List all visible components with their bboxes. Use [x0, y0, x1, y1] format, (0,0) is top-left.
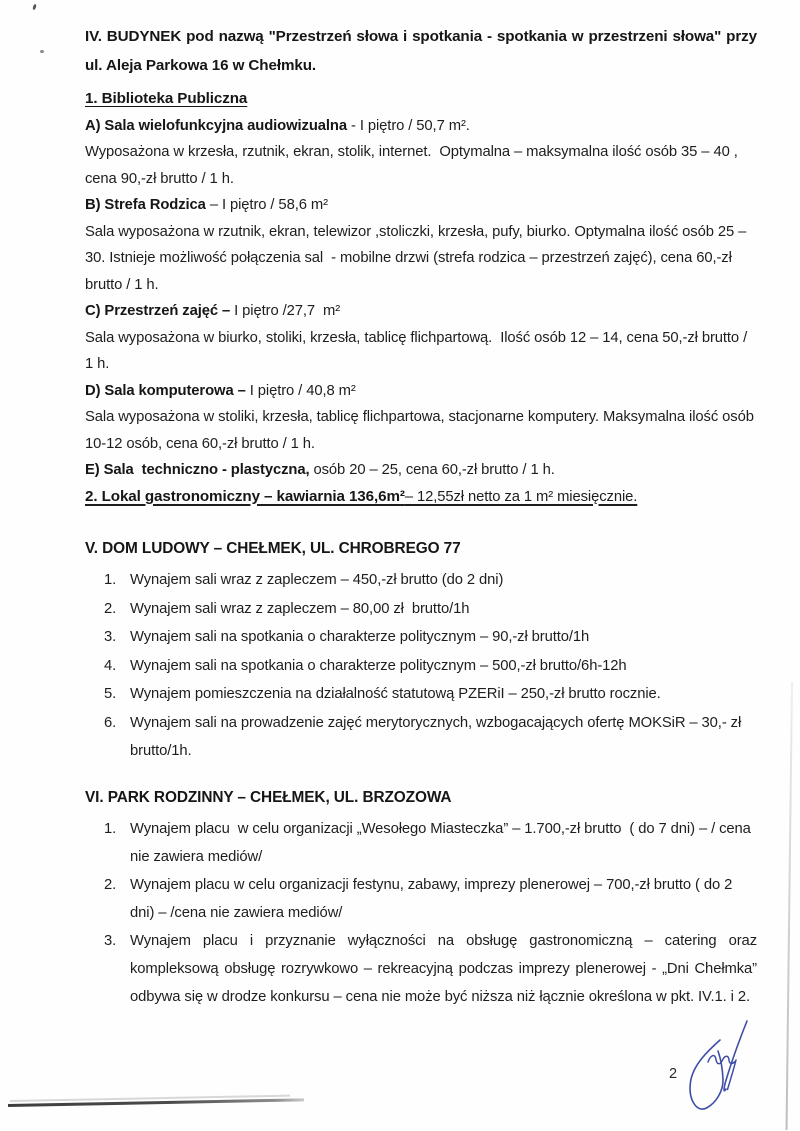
scan-edge-shadow-right	[786, 682, 793, 1130]
section-iv-heading: IV. BUDYNEK pod nazwą "Przestrzeń słowa i spotkania - spotkania w przestrzeni słowa" przy ul. Aleja Parkowa 16 w Chełmku.	[85, 28, 757, 74]
list-item-number: 4.	[104, 657, 117, 674]
list-item	[85, 815, 757, 871]
room-b-description: Sala wyposażona w rzutnik, ekran, telewizor ,stoliczki, krzesła, pufy, biurko. Optymalna ilość osób 25 – 30. Istnieje możliwość połączenia sal - mobilne drzwi (strefa rodzica – przestrzeń zajęć), cena 60,-zł brutto / 1 h.	[85, 223, 751, 293]
room-d-line	[85, 378, 757, 405]
room-a-name: A) Sala wielofunkcyjna audiowizualna	[85, 117, 347, 134]
list-item	[85, 595, 757, 624]
list-item-text: Wynajem sali na spotkania o charakterze politycznym – 90,-zł brutto/1h	[130, 629, 590, 645]
scan-speck-artifact	[40, 50, 44, 53]
list-item-text: Wynajem sali wraz z zapleczem – 80,00 zł brutto/1h	[130, 600, 470, 617]
handwritten-signature	[676, 1018, 754, 1120]
list-item	[85, 871, 757, 927]
room-d-name: D) Sala komputerowa –	[85, 382, 246, 399]
list-item-number: 1.	[104, 820, 117, 837]
list-item	[85, 680, 757, 709]
section-vi-list	[85, 815, 757, 1011]
document-content	[85, 22, 757, 1011]
room-e-name: E) Sala techniczno - plastyczna,	[85, 462, 310, 478]
section-vi-heading: VI. PARK RODZINNY – CHEŁMEK, UL. BRZOZOWA	[85, 788, 452, 806]
room-c-details: I piętro /27,7 m²	[230, 303, 341, 319]
list-item-number: 6.	[104, 714, 117, 731]
list-item	[85, 652, 757, 681]
list-item	[85, 709, 757, 766]
room-a-description: Wyposażona w krzesła, rzutnik, ekran, stolik, internet. Optymalna – maksymalna ilość osób 35 – 40 , cena 90,-zł brutto / 1 h.	[85, 144, 742, 187]
list-item-text: Wynajem placu w celu organizacji festynu, zabawy, imprezy plenerowej – 700,-zł brutto ( do 2 dni) – /cena nie zawiera mediów/	[130, 876, 737, 921]
room-d-details: I piętro / 40,8 m²	[245, 382, 356, 399]
list-item-number: 1.	[104, 572, 117, 588]
gastro-price: – 12,55zł netto za 1 m² miesięcznie.	[404, 488, 638, 505]
room-b-name: B) Strefa Rodzica	[85, 197, 206, 213]
gastro-name: 2. Lokal gastronomiczny – kawiarnia 136,6m²	[85, 487, 405, 505]
room-b-line	[85, 192, 757, 219]
room-c-line	[85, 298, 757, 325]
room-a-line	[85, 113, 757, 140]
section-v-heading: V. DOM LUDOWY – CHEŁMEK, UL. CHROBREGO 77	[85, 540, 461, 557]
gastro-rental-line	[85, 484, 757, 511]
list-item-text: Wynajem pomieszczenia na działalność statutową PZERiI – 250,-zł brutto rocznie.	[130, 686, 661, 702]
room-e-line	[85, 457, 757, 484]
list-item-text: Wynajem placu w celu organizacji „Wesołego Miasteczka” – 1.700,-zł brutto ( do 7 dni) – / cena nie zawiera mediów/	[130, 820, 755, 865]
list-item-number: 2.	[104, 876, 117, 893]
list-item-number: 5.	[104, 686, 117, 702]
room-b-details: – I piętro / 58,6 m²	[205, 197, 328, 213]
list-item-number: 3.	[104, 629, 117, 645]
page-number: 2	[669, 1066, 678, 1082]
library-subsection-title: 1. Biblioteka Publiczna	[85, 90, 248, 107]
list-item-text: Wynajem sali na prowadzenie zajęć merytorycznych, wzbogacających ofertę MOKSiR – 30,- zł brutto/1h.	[130, 714, 750, 759]
room-d-description: Sala wyposażona w stoliki, krzesła, tablicę flichpartowa, stacjonarne komputery. Maksymalna ilość osób 10-12 osób, cena 60,-zł brutto / 1 h.	[85, 409, 758, 452]
list-item-text: Wynajem sali wraz z zapleczem – 450,-zł brutto (do 2 dni)	[130, 572, 504, 588]
room-e-details: osób 20 – 25, cena 60,-zł brutto / 1 h.	[309, 462, 555, 478]
section-v-list	[85, 566, 757, 766]
scan-speck-artifact	[32, 4, 37, 11]
list-item	[85, 927, 757, 1011]
list-item-text: Wynajem sali na spotkania o charakterze politycznym – 500,-zł brutto/6h-12h	[130, 657, 627, 674]
list-item-number: 3.	[104, 932, 117, 949]
list-item-number: 2.	[104, 600, 117, 617]
room-c-name: C) Przestrzeń zajęć –	[85, 303, 231, 319]
list-item-text: Wynajem placu i przyznanie wyłączności na obsługę gastronomiczną – catering oraz kompleksową obsługę rozrywkowo – rekreacyjną podczas imprezy plenerowej - „Dni Chełmka” odbywa się w drodze konkursu – cena nie może być niższa niż łącznie określona w pkt. IV.1. i 2.	[130, 932, 757, 1005]
list-item	[85, 566, 757, 595]
list-item	[85, 623, 757, 652]
room-c-description: Sala wyposażona w biurko, stoliki, krzesła, tablicę flichpartową. Ilość osób 12 – 14, cena 50,-zł brutto / 1 h.	[85, 329, 752, 372]
room-a-details: - I piętro / 50,7 m².	[346, 117, 470, 134]
